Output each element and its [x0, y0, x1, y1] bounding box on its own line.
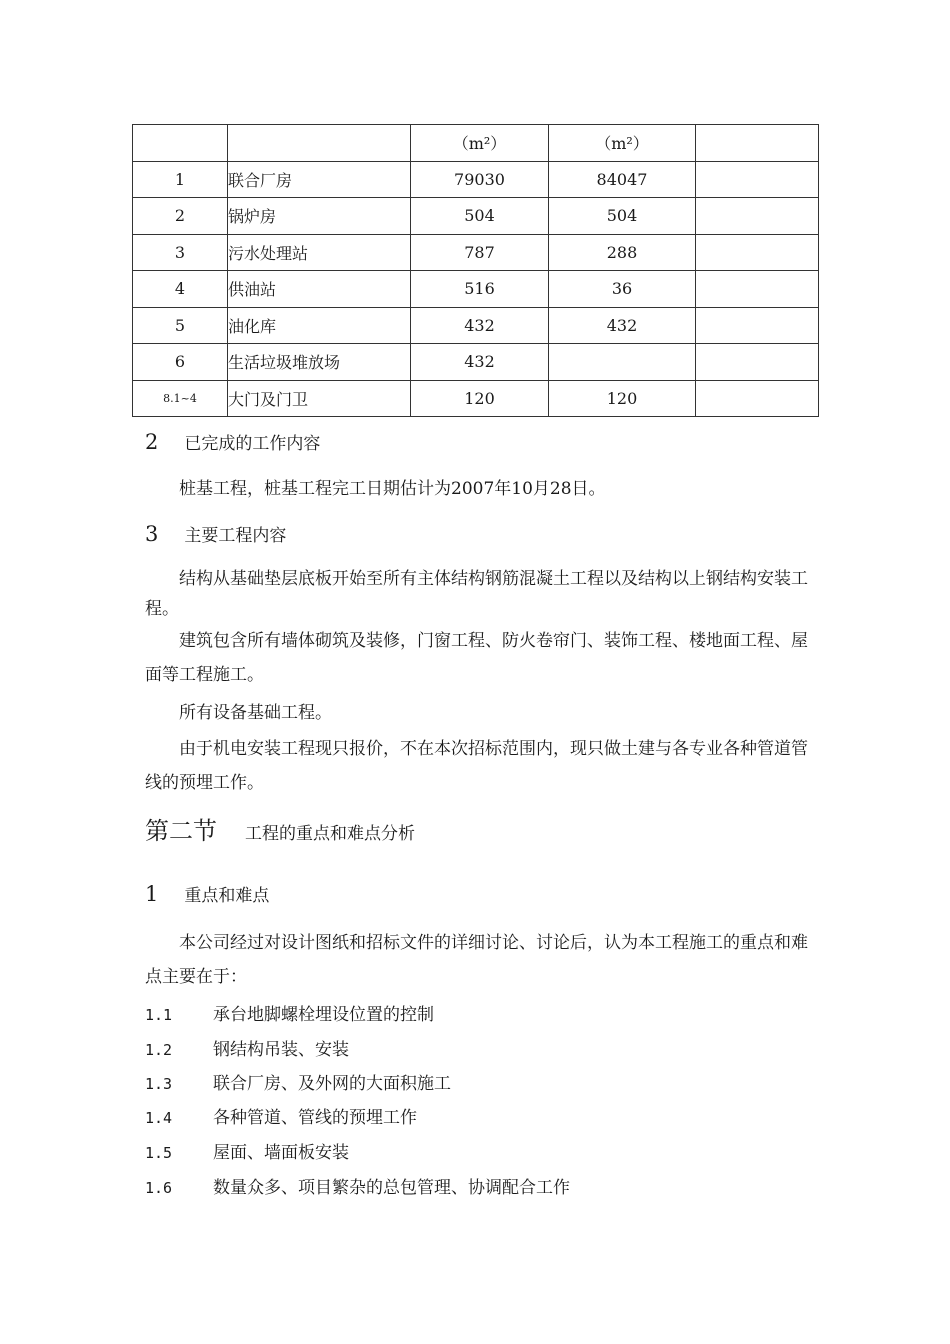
section-heading — [145, 432, 320, 454]
table-cell: 锅炉房 — [228, 198, 411, 235]
table-cell — [549, 344, 696, 381]
table-cell: 432 — [411, 307, 549, 344]
table-cell: 79030 — [411, 161, 549, 198]
table-cell: 432 — [549, 307, 696, 344]
paragraph: 结构从基础垫层底板开始至所有主体结构钢筋混凝土工程以及结构以上钢结构安装工程。 — [145, 569, 808, 619]
table-cell: 787 — [411, 234, 549, 271]
paragraph: 由于机电安装工程现只报价，不在本次招标范围内，现只做土建与各专业各种管道管线的预埋工作。 — [145, 739, 808, 793]
table-header-cell — [228, 125, 411, 162]
list-item-text: 联合厂房、及外网的大面积施工 — [213, 1074, 451, 1094]
table-row — [133, 161, 819, 198]
table-cell: 8.1~4 — [133, 380, 228, 417]
list-item — [145, 1039, 349, 1061]
table-cell — [696, 380, 819, 417]
table-cell: 油化库 — [228, 307, 411, 344]
list-item — [145, 1073, 451, 1095]
chapter-label: 第二节 — [145, 817, 217, 845]
table-cell: 1 — [133, 161, 228, 198]
chapter-heading — [145, 816, 415, 849]
list-item — [145, 1142, 349, 1164]
list-item-number: 1.4 — [145, 1109, 173, 1127]
table-cell: 120 — [411, 380, 549, 417]
list-item-number: 1.5 — [145, 1144, 173, 1162]
chapter-title: 工程的重点和难点分析 — [245, 824, 415, 844]
list-item-number: 1.6 — [145, 1179, 173, 1197]
table-cell: 432 — [411, 344, 549, 381]
table-cell: 288 — [549, 234, 696, 271]
table-row — [133, 198, 819, 235]
table-cell: 供油站 — [228, 271, 411, 308]
table-row — [133, 344, 819, 381]
table-cell: 84047 — [549, 161, 696, 198]
table-cell — [696, 161, 819, 198]
section-title: 主要工程内容 — [184, 526, 287, 546]
table-cell: 2 — [133, 198, 228, 235]
section-title: 重点和难点 — [184, 886, 270, 906]
table-cell — [696, 344, 819, 381]
table-cell: 4 — [133, 271, 228, 308]
table-header-cell — [133, 125, 228, 162]
table-cell — [696, 271, 819, 308]
paragraph: 本公司经过对设计图纸和招标文件的详细讨论、讨论后，认为本工程施工的重点和难点主要在于： — [145, 933, 808, 987]
table-cell: 污水处理站 — [228, 234, 411, 271]
section-heading — [145, 524, 286, 546]
table-header-row — [133, 125, 819, 162]
list-item-number: 1.3 — [145, 1075, 173, 1093]
table-row — [133, 307, 819, 344]
table-header-cell — [696, 125, 819, 162]
table-cell: 120 — [549, 380, 696, 417]
section-number: 3 — [145, 522, 159, 546]
paragraph: 桩基工程，桩基工程完工日期估计为2007年10月28日。 — [179, 479, 606, 499]
list-item-text: 屋面、墙面板安装 — [213, 1143, 349, 1163]
table-header-cell: （m²） — [549, 125, 696, 162]
list-item-text: 各种管道、管线的预埋工作 — [213, 1108, 417, 1128]
list-item-text: 数量众多、项目繁杂的总包管理、协调配合工作 — [213, 1178, 570, 1198]
table-cell: 联合厂房 — [228, 161, 411, 198]
list-item-number: 1.2 — [145, 1041, 173, 1059]
section-heading — [145, 884, 269, 906]
table-cell: 生活垃圾堆放场 — [228, 344, 411, 381]
table-cell — [696, 307, 819, 344]
table-row — [133, 380, 819, 417]
section-number: 1 — [145, 882, 159, 906]
table-cell: 3 — [133, 234, 228, 271]
table-cell: 5 — [133, 307, 228, 344]
list-item — [145, 1177, 570, 1199]
section-number: 2 — [145, 430, 159, 454]
table-cell — [696, 234, 819, 271]
table-header-cell: （m²） — [411, 125, 549, 162]
paragraph: 建筑包含所有墙体砌筑及装修，门窗工程、防火卷帘门、装饰工程、楼地面工程、屋面等工程施工。 — [145, 631, 808, 685]
table-cell: 36 — [549, 271, 696, 308]
table-row — [133, 271, 819, 308]
table-row — [133, 234, 819, 271]
table-cell: 504 — [411, 198, 549, 235]
table-cell: 大门及门卫 — [228, 380, 411, 417]
list-item-number: 1.1 — [145, 1006, 173, 1024]
building-area-table — [132, 124, 819, 417]
list-item-text: 承台地脚螺栓埋设位置的控制 — [213, 1005, 434, 1025]
list-item — [145, 1107, 417, 1129]
table-cell: 504 — [549, 198, 696, 235]
section-title: 已完成的工作内容 — [184, 434, 321, 454]
table-cell — [696, 198, 819, 235]
table-cell: 6 — [133, 344, 228, 381]
list-item-text: 钢结构吊装、安装 — [213, 1040, 349, 1060]
paragraph: 所有设备基础工程。 — [179, 703, 332, 723]
table-cell: 516 — [411, 271, 549, 308]
list-item — [145, 1004, 434, 1026]
